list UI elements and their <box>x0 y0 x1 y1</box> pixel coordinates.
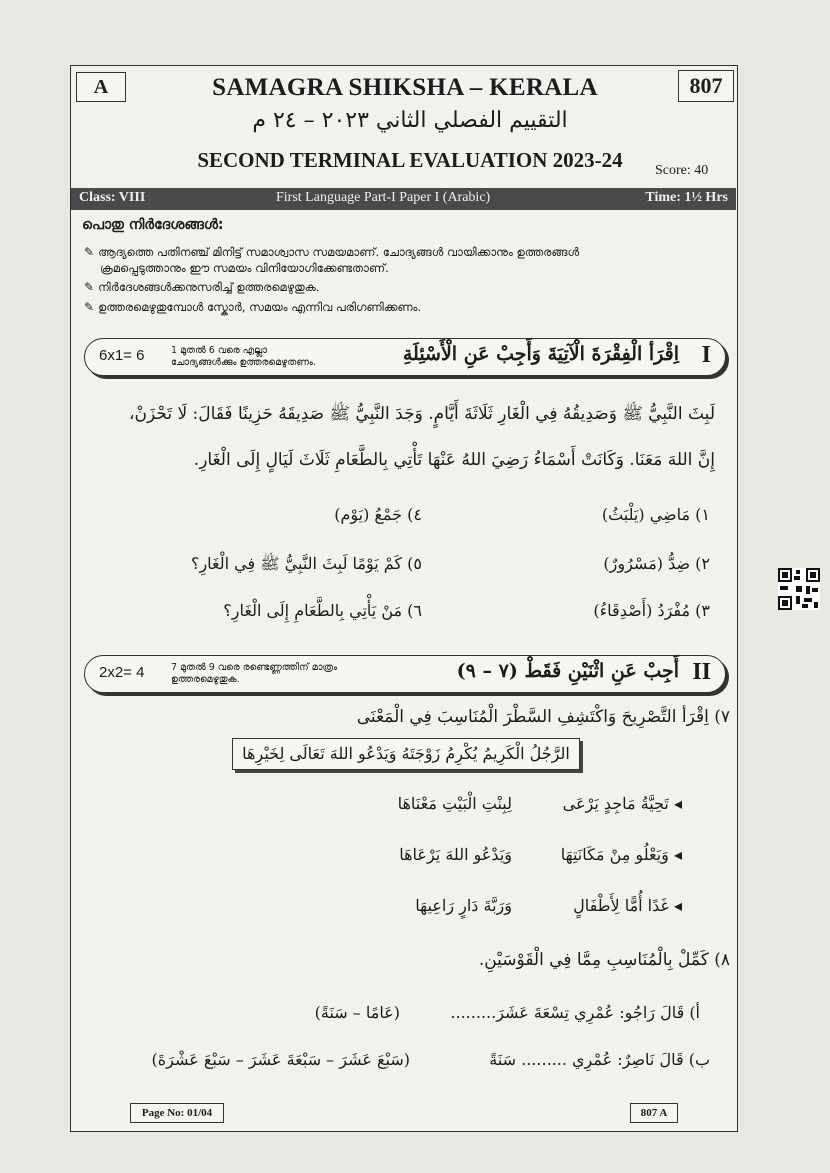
section-2-header <box>84 655 726 693</box>
question-1: ١) مَاضِي (يَلْبَثُ) <box>601 505 710 524</box>
question-6: ٦) مَنْ يَأْتِي بِالطَّعَامِ إِلَى الْغَارِ؟ <box>223 601 422 620</box>
arabic-title: التقييم الفصلي الثاني ٢٠٢٣ – ٢٤ م <box>252 108 568 133</box>
poem-left-3: وَرَبَّةَ دَارٍ رَاعِيهَا <box>415 896 512 915</box>
question-3: ٣) مُفْرَدُ (أَصْدِقَاءُ) <box>593 601 710 620</box>
question-8a: أ) قَالَ رَاجُو: عُمْرِي تِسْعَةَ عَشَرَ......... <box>450 1003 700 1022</box>
section-2-heading: أَجِبْ عَنِ اثْنَيْنِ فَقَطْ (٧ – ٩) <box>456 660 679 682</box>
poem-left-2: وَيَدْعُو اللهَ يَرْعَاهَا <box>399 845 512 864</box>
set-label-box: A <box>76 72 126 102</box>
question-8: ٨) كَمِّلْ بِالْمُنَاسِبِ مِمَّا فِي الْقَوْسَيْنِ. <box>478 950 730 970</box>
score-label: Score: 40 <box>655 163 709 178</box>
question-8a-options: (عَامًا – سَنَةً) <box>314 1003 400 1022</box>
instruction-item-cont: ക്രമപ്പെടുത്താനും ഈ സമയം വിനിയോഗിക്കേണ്ടതാണ്. <box>100 261 389 275</box>
question-4: ٤) جَمْعُ (يَوْم) <box>334 505 422 524</box>
instruction-item: ✎ ഉത്തരമെഴുതുമ്പോൾ സ്കോർ, സമയം എന്നിവ പരിഗണിക്കണം. <box>84 300 422 314</box>
question-5: ٥) كَمْ يَوْمًا لَبِثَ النَّبِيُّ ﷺ فِي الْغَارِ؟ <box>190 554 422 573</box>
saying-box: الرَّجُلُ الْكَرِيمُ يُكْرِمُ زَوْجَتَهُ وَيَدْعُو اللهَ تَعَالَى لِخَيْرِهَا <box>232 738 580 770</box>
section-1-heading: اِقْرَأ الْفِقْرَةَ الْآتِيَةَ وَأَجِبْ عَنِ الْأَسْئِلَةِ <box>402 343 679 365</box>
question-2: ٢) ضِدُّ (مَسْرُورٌ) <box>603 554 710 573</box>
section-2-roman: II <box>692 659 711 685</box>
paper-label: First Language Part-I Paper I (Arabic) <box>276 190 491 205</box>
section-1-note: 1 മുതൽ 6 വരെ എല്ലാ ചോദ്യങ്ങൾക്കും ഉത്തരമെഴുതണം. <box>171 345 316 368</box>
passage-line-1: لَبِثَ النَّبِيُّ ﷺ وَصَدِيقُهُ فِي الْغَارِ ثَلَاثَةَ أَيَّامٍ. وَجَدَ النَّبِيُّ ﷺ صَدِيقَهُ حَزِينًا فَقَالَ: لَا تَحْزَنْ، <box>129 404 715 424</box>
question-7: ٧) اِقْرَأ التَّصْرِيحَ وَاكْتَشِفِ السَّطْرَ الْمُنَاسِبَ فِي الْمَعْنَى <box>356 707 730 727</box>
paper-code-box: 807 <box>678 70 734 102</box>
instruction-item: ✎ നിർദേശങ്ങൾക്കനുസരിച്ച് ഉത്തരമെഴുതുക. <box>84 280 320 294</box>
instruction-item: ✎ ആദ്യത്തെ പതിനഞ്ച് മിനിട്ട് സമാശ്വാസ സമയമാണ്. ചോദ്യങ്ങൾ വായിക്കാനും ഉത്തരങ്ങൾ <box>84 245 579 259</box>
footer-code: 807 A <box>630 1103 678 1123</box>
section-1-roman: I <box>701 342 711 368</box>
poem-right-3: ◂ غَدًا أُمًّا لِأَطْفَالٍ <box>573 896 682 915</box>
pencil-icon: ✎ <box>84 300 95 314</box>
page-title: SAMAGRA SHIKSHA – KERALA <box>212 74 598 101</box>
poem-right-2: ◂ وَيَعْلُو مِنْ مَكَانَتِهَا <box>560 845 682 864</box>
poem-right-1: ◂ تَحِيَّةُ مَاجِدٍ يَرْعَى <box>562 794 682 813</box>
question-8b: ب) قَالَ نَاصِرٌ: عُمْرِي ......... سَنَةً <box>489 1050 710 1069</box>
section-1-header <box>84 338 726 376</box>
pencil-icon: ✎ <box>84 245 95 259</box>
section-2-marks: 2x2= 4 <box>99 664 145 681</box>
poem-left-1: لِبِنْتِ الْبَيْتِ مَعْنَاهَا <box>397 794 512 813</box>
qr-code-icon <box>778 568 820 610</box>
exam-subtitle: SECOND TERMINAL EVALUATION 2023-24 <box>197 148 623 172</box>
question-8b-options: (سَبْعَ عَشَرَ – سَبْعَةَ عَشَرَ – سَبْعَ عَشْرَةَ) <box>151 1050 410 1069</box>
class-label: Class: VIII <box>79 190 146 205</box>
section-1-marks: 6x1= 6 <box>99 347 145 364</box>
section-2-note: 7 മുതൽ 9 വരെ രണ്ടെണ്ണത്തിന് മാത്രം ഉത്തരമെഴുതുക. <box>171 662 338 685</box>
time-label: Time: 1½ Hrs <box>645 190 728 205</box>
page-number: Page No: 01/04 <box>130 1103 224 1123</box>
passage-line-2: إِنَّ اللهَ مَعَنَا. وَكَانَتْ أَسْمَاءُ رَضِيَ اللهُ عَنْهَا تَأْتِي بِالطَّعَامِ ثَلَاثَ لَيَالٍ إِلَى الْغَارِ. <box>193 450 715 470</box>
pencil-icon: ✎ <box>84 280 95 294</box>
info-bar <box>71 188 736 210</box>
instructions-heading: പൊതു നിർദേശങ്ങൾ: <box>82 217 224 233</box>
